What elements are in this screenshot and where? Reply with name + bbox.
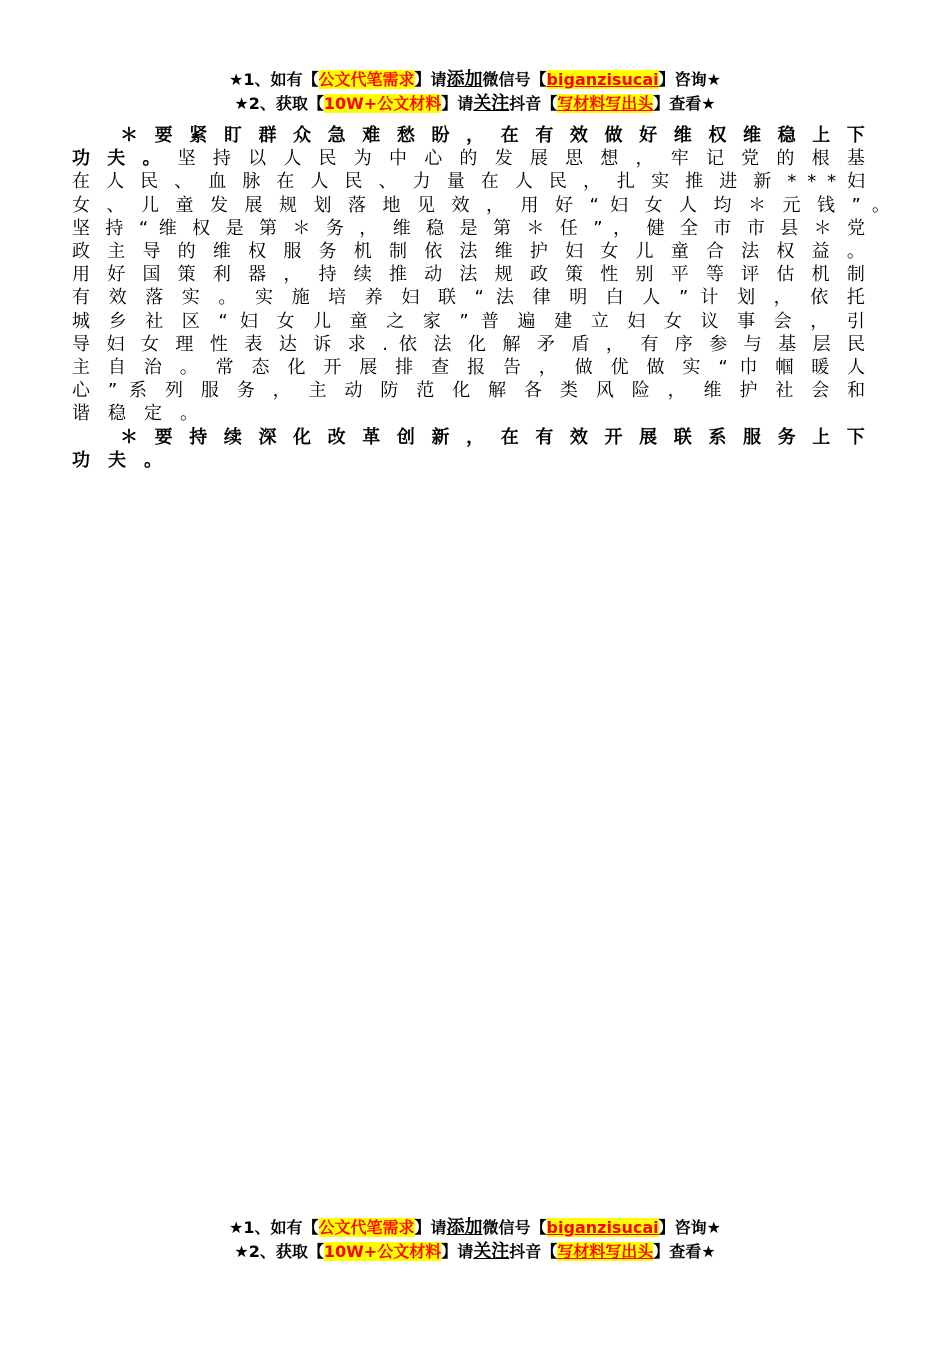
header-banner xyxy=(0,68,950,116)
paragraph-line: 导 妇 女 理 性 表 达 诉 求 . 依 法 化 解 矛 盾 ， 有 序 参 与 基 层 民 xyxy=(72,333,866,355)
banner-text: 微信号【 xyxy=(482,70,547,89)
banner-text: 】查看★ xyxy=(653,94,716,113)
banner-highlight-materials: 10W+公文材料 xyxy=(323,1242,442,1261)
paragraph-2 xyxy=(72,426,865,472)
paragraph-line: ＊ 要 持 续 深 化 改 革 创 新 ， 在 有 效 开 展 联 系 服 务 上 下 xyxy=(120,426,865,448)
banner-text: 】查看★ xyxy=(653,1242,716,1261)
banner-text: 】请 xyxy=(414,1218,447,1237)
banner-text: ★2、获取【 xyxy=(234,1242,324,1261)
paragraph-line: 坚 持 “ 维 权 是 第 ＊ 务 ， 维 稳 是 第 ＊ 任 ” ， 健 全 市 市 县 ＊ 党 xyxy=(72,217,866,239)
banner-wechat-id[interactable]: biganzisucai xyxy=(546,70,659,89)
paragraph-line: 有 效 落 实 。 实 施 培 养 妇 联 “ 法 律 明 白 人 ” 计 划 ， 依 托 xyxy=(72,287,865,309)
paragraph-line: 心 ” 系 列 服 务 ， 主 动 防 范 化 解 各 类 风 险 ， 维 护 社 会 和 xyxy=(72,380,866,402)
paragraph-line: 用 好 国 策 利 器 ， 持 续 推 动 法 规 政 策 性 别 平 等 评 估 机 制 xyxy=(72,264,865,286)
banner-wechat-id[interactable]: biganzisucai xyxy=(546,1218,659,1237)
banner-line-1 xyxy=(0,68,950,92)
banner-douyin-account[interactable]: 写材料写出头 xyxy=(557,1242,654,1261)
paragraph-line: 功夫。 xyxy=(72,449,180,471)
banner-text: ★2、获取【 xyxy=(234,94,324,113)
banner-line-2 xyxy=(0,92,950,116)
paragraph-line: 在 人 民 、 血 脉 在 人 民 、 力 量 在 人 民 ， 扎 实 推 进 新 * * * 妇 xyxy=(72,171,865,193)
banner-line-1 xyxy=(0,1216,950,1240)
banner-emphasis: 添加 xyxy=(446,69,483,90)
paragraph-line: 主 自 治 。 常 态 化 开 展 排 查 报 告 ， 做 优 做 实 “ 巾 帼 暖 人 xyxy=(72,357,866,379)
banner-highlight-service: 公文代笔需求 xyxy=(318,1218,415,1237)
banner-highlight-materials: 10W+公文材料 xyxy=(323,94,442,113)
banner-douyin-account[interactable]: 写材料写出头 xyxy=(557,94,654,113)
banner-text: ★1、如有【 xyxy=(229,70,319,89)
banner-text: 】咨询★ xyxy=(658,1218,721,1237)
banner-emphasis: 关注 xyxy=(473,93,510,114)
paragraph-line: ＊ 要 紧 盯 群 众 急 难 愁 盼 ， 在 有 效 做 好 维 权 维 稳 上 下 xyxy=(120,125,865,146)
paragraph-line: 女 、 儿 童 发 展 规 划 落 地 见 效 ， 用 好 “ 妇 女 人 均 ＊ 元 钱 ” 。 xyxy=(72,194,890,216)
paragraph-1 xyxy=(72,124,890,426)
banner-text: 】请 xyxy=(441,94,474,113)
banner-text: 抖音【 xyxy=(509,1242,558,1261)
banner-text: 】咨询★ xyxy=(658,70,721,89)
document-body xyxy=(72,124,890,472)
banner-text: 抖音【 xyxy=(509,94,558,113)
paragraph-line: 城 乡 社 区 “ 妇 女 儿 童 之 家 ” 普 遍 建 立 妇 女 议 事 会 ， 引 xyxy=(72,310,865,332)
banner-line-2 xyxy=(0,1240,950,1264)
paragraph-line: 政 主 导 的 维 权 服 务 机 制 依 法 维 护 妇 女 儿 童 合 法 权 益 。 xyxy=(72,241,865,263)
banner-text: 微信号【 xyxy=(482,1218,547,1237)
banner-highlight-service: 公文代笔需求 xyxy=(318,70,415,89)
banner-text: ★1、如有【 xyxy=(229,1218,319,1237)
banner-emphasis: 关注 xyxy=(473,1241,510,1262)
paragraph-line: 谐稳定。 xyxy=(72,403,216,425)
banner-text: 】请 xyxy=(414,70,447,89)
banner-emphasis: 添加 xyxy=(446,1217,483,1238)
paragraph-line: 功 夫 。 坚 持 以 人 民 为 中 心 的 发 展 思 想 ， 牢 记 党 的 根 基 xyxy=(72,148,865,170)
banner-text: 】请 xyxy=(441,1242,474,1261)
footer-banner xyxy=(0,1216,950,1264)
